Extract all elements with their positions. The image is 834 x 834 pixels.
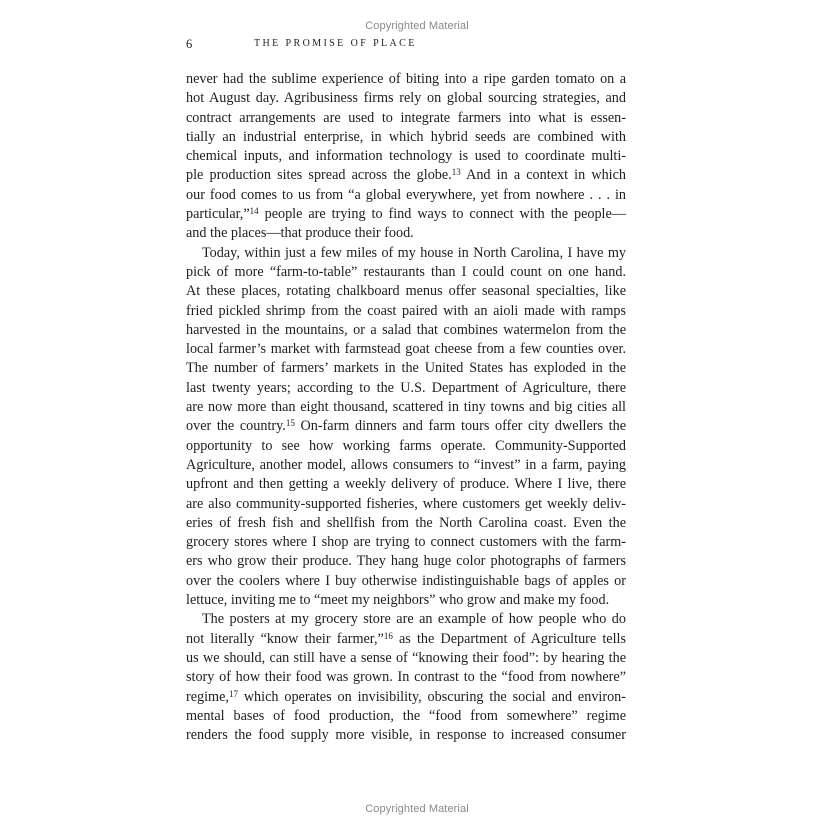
line-text: and the places—that produce their food.: [186, 225, 414, 242]
text-line: [186, 128, 626, 147]
line-text: renders the food supply more visible, in response to increased consumer: [186, 727, 626, 744]
text-line: [186, 321, 626, 340]
text-line: [186, 668, 626, 687]
text-line: [186, 282, 626, 301]
text-line: [186, 109, 626, 128]
text-line: [186, 340, 626, 359]
line-text: ple production sites spread across the globe.: [186, 167, 452, 184]
line-text: Today, within just a few miles of my house in North Carolina, I have my: [202, 244, 626, 261]
line-text: our food comes to us from “a global everywhere, yet from nowhere . . . in: [186, 186, 626, 203]
text-line: [186, 263, 626, 282]
line-text: particular,”: [186, 206, 250, 223]
line-text: mental bases of food production, the “food from somewhere” regime: [186, 707, 626, 724]
text-line: [186, 437, 626, 456]
footnote-ref: 14: [249, 206, 259, 217]
text-line: [186, 456, 626, 475]
text-line: [186, 726, 626, 745]
line-text: chemical inputs, and information technology is used to coordinate multi-: [186, 148, 626, 165]
text-line: [186, 398, 626, 417]
line-text: pick of more “farm-to-table” restaurants than I could count on one hand.: [186, 263, 626, 280]
text-line: [186, 417, 626, 436]
line-text-after: which operates on invisibility, obscuring the social and environ-: [237, 688, 626, 705]
line-text: upfront and then getting a weekly delivery of produce. Where I live, there: [186, 476, 626, 493]
line-text: ers who grow their produce. They hang huge color photographs of farmers: [186, 553, 626, 570]
text-line: [186, 224, 626, 243]
line-text: Agriculture, another model, allows consumers to “invest” in a farm, paying: [186, 456, 626, 473]
line-text: eries of fresh fish and shellfish from the North Carolina coast. Even the: [186, 514, 626, 531]
line-text: lettuce, inviting me to “meet my neighbors” who grow and make my food.: [186, 592, 610, 609]
text-line: [186, 495, 626, 514]
text-line: [186, 707, 626, 726]
footnote-ref: 16: [383, 630, 393, 641]
line-text: local farmer’s market with farmstead goat cheese from a few counties over.: [186, 341, 626, 358]
text-line: [186, 649, 626, 668]
text-line: [186, 166, 626, 185]
line-text: opportunity to see how working farms operate. Community-Supported: [186, 437, 626, 454]
line-text: contract arrangements are used to integrate farmers into what is essen-: [186, 109, 626, 126]
text-line: [186, 186, 626, 205]
line-text: are also community-supported fisheries, where customers get weekly deliv-: [186, 495, 626, 512]
line-text: over the coolers where I buy otherwise indistinguishable bags of apples or: [186, 572, 626, 589]
text-line: [186, 630, 626, 649]
text-line: [186, 147, 626, 166]
footnote-ref: 15: [285, 418, 295, 429]
text-line: [186, 244, 626, 263]
body-text: [186, 70, 626, 745]
line-text: fried pickled shrimp from the coast paired with an aioli made with ramps: [186, 302, 626, 319]
line-text-after: as the Department of Agriculture tells: [392, 630, 626, 647]
line-text-after: people are trying to find ways to connect with the people—: [258, 206, 626, 223]
watermark-bottom: Copyrighted Material: [365, 803, 469, 815]
text-line: [186, 89, 626, 108]
line-text: At these places, rotating chalkboard menus offer seasonal specialties, like: [186, 283, 626, 300]
text-line: [186, 379, 626, 398]
text-line: [186, 533, 626, 552]
text-line: [186, 514, 626, 533]
line-text: never had the sublime experience of biting into a ripe garden tomato on a: [186, 71, 626, 87]
line-text: us we should, can still have a sense of “knowing their food”: by hearing the: [186, 649, 626, 666]
text-line: [186, 688, 626, 707]
line-text: The number of farmers’ markets in the United States has exploded in the: [186, 360, 626, 377]
text-line: [186, 302, 626, 321]
text-line: [186, 572, 626, 591]
line-text: last twenty years; according to the U.S. Department of Agriculture, there: [186, 379, 626, 396]
watermark-top: Copyrighted Material: [365, 20, 469, 32]
line-text: hot August day. Agribusiness firms rely on global sourcing strategies, and: [186, 90, 626, 107]
footnote-ref: 13: [451, 167, 461, 178]
line-text-after: And in a context in which: [460, 167, 627, 184]
text-line: [186, 552, 626, 571]
line-text: are now more than eight thousand, scattered in tiny towns and big cities all: [186, 399, 626, 416]
line-text: story of how their food was grown. In contrast to the “food from nowhere”: [186, 669, 626, 686]
page-number: 6: [186, 37, 193, 51]
line-text: The posters at my grocery store are an example of how people who do: [202, 611, 626, 628]
text-line: [186, 70, 626, 89]
text-line: [186, 475, 626, 494]
line-text: regime,: [186, 688, 229, 705]
text-line: [186, 591, 626, 610]
text-line: [186, 610, 626, 629]
line-text: not literally “know their farmer,”: [186, 630, 384, 647]
line-text-after: On-farm dinners and farm tours offer city dwellers the: [294, 418, 626, 435]
running-title: THE PROMISE OF PLACE: [254, 38, 417, 49]
line-text: over the country.: [186, 418, 286, 435]
line-text: tially an industrial enterprise, in which hybrid seeds are combined with: [186, 128, 626, 145]
text-line: [186, 205, 626, 224]
footnote-ref: 17: [228, 688, 238, 699]
running-head: [186, 37, 626, 53]
line-text: grocery stores where I shop are trying to connect customers with the farm-: [186, 534, 626, 551]
text-line: [186, 359, 626, 378]
line-text: harvested in the mountains, or a salad that combines watermelon from the: [186, 321, 626, 338]
